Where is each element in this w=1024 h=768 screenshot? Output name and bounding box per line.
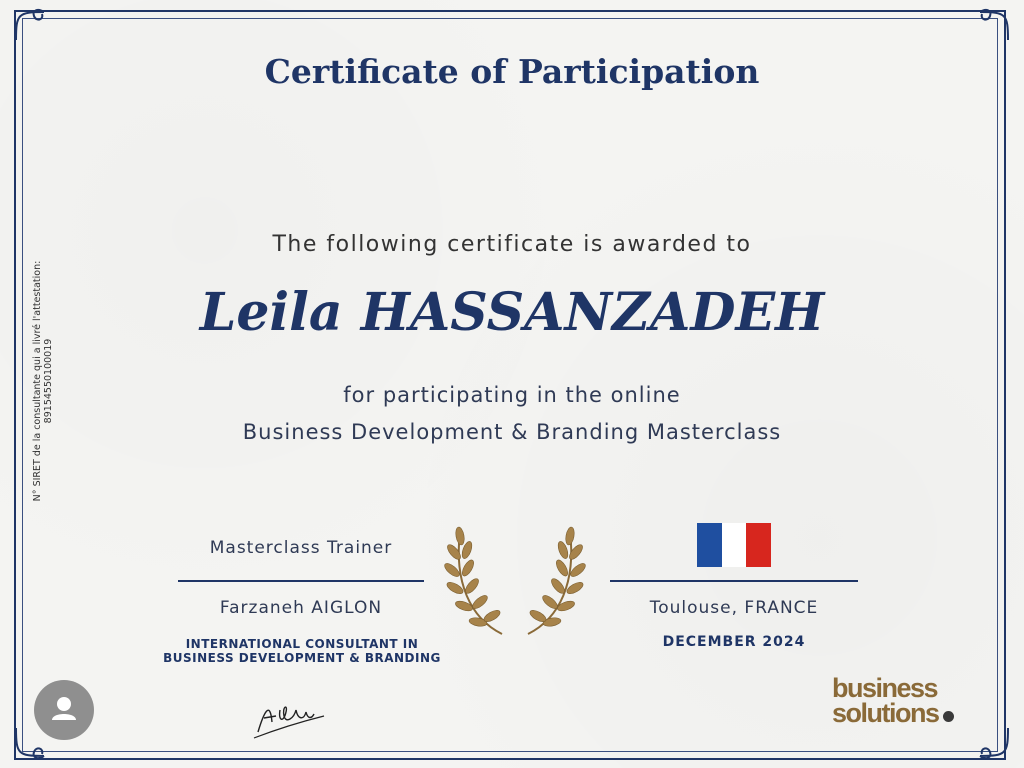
location-divider	[610, 580, 858, 582]
trainer-role: INTERNATIONAL CONSULTANT IN BUSINESS DEVELOPMENT & BRANDING	[163, 637, 441, 665]
location-place: Toulouse, FRANCE	[649, 598, 819, 618]
corner-flourish-bottom-right	[976, 724, 1016, 764]
awarded-text: The following certificate is awarded to	[272, 232, 752, 257]
logo-line-2: solutions	[832, 701, 962, 726]
logo-dot-icon	[943, 711, 954, 722]
flag-white-stripe	[722, 523, 747, 567]
siret-number: N° SIRET de la consultante qui a livré l'attestation: 89154550100019	[32, 260, 54, 502]
participation-line: for participating in the online	[343, 383, 681, 407]
course-name: Business Development & Branding Masterclass	[242, 420, 782, 444]
trainer-signature	[250, 692, 330, 742]
france-flag-icon	[697, 523, 771, 567]
flag-red-stripe	[746, 523, 771, 567]
recipient-name: Leila HASSANZADEH	[199, 282, 825, 343]
flag-blue-stripe	[697, 523, 722, 567]
certificate-date: DECEMBER 2024	[662, 634, 806, 650]
business-solutions-logo	[832, 673, 962, 728]
corner-flourish-top-right	[976, 4, 1016, 44]
user-icon	[34, 680, 94, 740]
avatar[interactable]	[34, 680, 94, 740]
trainer-name: Farzaneh AIGLON	[219, 598, 383, 618]
trainer-label: Masterclass Trainer	[209, 538, 393, 558]
laurel-wreath-icon	[440, 522, 590, 640]
trainer-divider	[178, 580, 424, 582]
corner-flourish-top-left	[8, 4, 48, 44]
certificate-title: Certificate of Participation	[264, 52, 760, 91]
logo-line-1: business	[832, 673, 938, 703]
